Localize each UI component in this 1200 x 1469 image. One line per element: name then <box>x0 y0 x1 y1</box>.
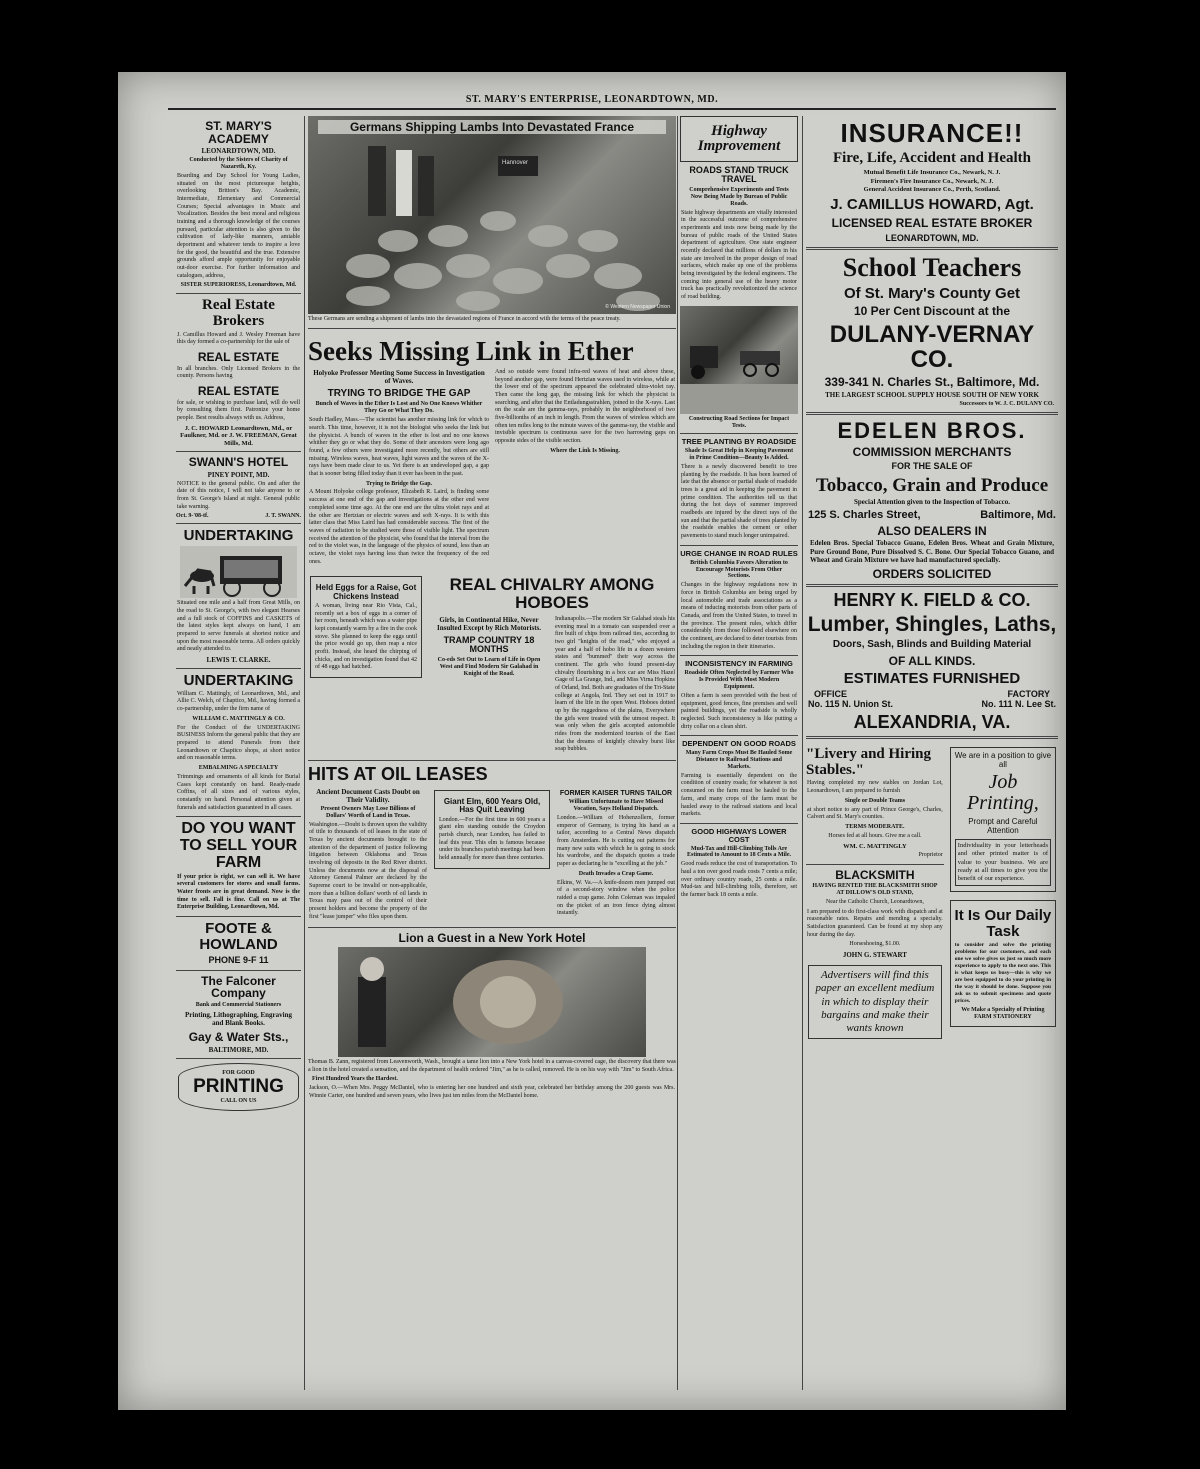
lion-caption: Thomas B. Zann, registered from Leavenworth, Wash., brought a tame lion into a New York hotel in a canvas-covered cage, the discovery that there was a lion in the hotel created a sensation, and the department of health ordered "Jim," as he is called, removed. He is on his way with "Jim" to South Africa. <box>308 1059 676 1073</box>
livery-role: Proprietor <box>918 852 943 858</box>
blacksmith-price: Horseshoeing, $1.00. <box>849 941 901 948</box>
livery-body-2: at short notice to any part of Prince George's, Charles, Calvert and St. Mary's counties. <box>807 806 943 821</box>
undertaking-body-3: For the Conduct of the UNDERTAKING BUSINESS Inform the general public that they are prepared to attend Funerals from their Leonardtown or Chaptico shops, at short notice and on reasonable terms. <box>177 724 300 762</box>
foote-title: FOOTE & HOWLAND <box>199 919 278 953</box>
lower-body: Good roads reduce the cost of transportation. To haul a ton over good roads costs 7 cents a mile; over ordinary country roads, 25 cents a mile. Mud-tax and hill-climbing tolls, therefore, set the farmer back 18 cents a mile. <box>681 861 797 899</box>
task-foot: We Make a Specialty of Printing FARM STATIONERY <box>961 1007 1045 1021</box>
insurance-co-3: General Accident Insurance Co., Perth, Scotland. <box>863 185 1001 193</box>
realestate-heading-1: REAL ESTATE <box>197 350 280 365</box>
trees-body: There is a newly discovered benefit to tree planting by the roadside. It has been learned of late that the absence or partial shade of roadside trees is a great aid in keeping the pavement in prime condition. The authorities tell us that during the hot days of summer improved roadbeds are injured by the direct rays of the sun and that the partial shade of trees planted by the roadside enables the cement or other pavements to stand much longer unimpaired. <box>681 464 797 540</box>
column-3 <box>680 116 798 902</box>
realestate-body-3: for sale, or wishing to purchase land, will do well by consulting them first. Patronize your home people. Best results always with us. Address, <box>177 399 300 422</box>
field-factory-label: FACTORY <box>1007 689 1050 699</box>
teachers-line-1: Of St. Mary's County Get <box>843 284 1021 302</box>
dependent-deck: Many Farm Crops Must Be Hauled Some Distance to Railroad Stations and Markets. <box>685 750 793 770</box>
teachers-tag: THE LARGEST SCHOOL SUPPLY HOUSE SOUTH OF NEW YORK <box>825 390 1039 399</box>
realestate-heading-2: REAL ESTATE <box>197 384 280 399</box>
top-rule <box>168 108 1056 110</box>
tailor-deck: William Unfortunate to Have Missed Vocation, Says Holland Dispatch. <box>568 799 664 813</box>
insurance-broker: LICENSED REAL ESTATE BROKER <box>831 216 1033 231</box>
hundred-subhead: First Hundred Years the Hardest. <box>312 1076 398 1083</box>
trees-deck: Shade Is Great Help in Keeping Pavement in Prime Condition—Beauty Is Added. <box>684 448 794 462</box>
swann-body: NOTICE to the general public. On and after the date of this notice, I will not take anyone to or from St. George's Island at night. General public take warning. <box>177 480 300 510</box>
field-city: ALEXANDRIA, VA. <box>853 712 1011 732</box>
eggs-box <box>310 576 422 678</box>
undertaking-firm: WILLIAM C. MATTINGLY & CO. <box>192 715 285 722</box>
livery-body: Having completed my new stables on Jordan Lot, Leonardtown, I am prepared to furnish <box>807 780 943 795</box>
swann-footer <box>176 513 301 519</box>
swann-place: PINEY POINT, MD. <box>207 470 270 479</box>
insurance-agent: J. CAMILLUS HOWARD, Agt. <box>830 196 1034 214</box>
truck-icon <box>680 306 798 414</box>
ether-subhead-2: Bunch of Waves in the Ether Is Lost and No One Knows Whither They Go or What They Do. <box>315 401 483 415</box>
edelen-goods: Tobacco, Grain and Produce <box>815 474 1049 496</box>
divider <box>806 247 1058 250</box>
divider <box>176 668 301 669</box>
ether-subhead: TRYING TO BRIDGE THE GAP <box>327 387 471 399</box>
teachers-address: 339-341 N. Charles St., Baltimore, Md. <box>824 375 1040 390</box>
edelen-title: EDELEN BROS. <box>837 417 1027 443</box>
field-title: HENRY K. FIELD & CO. <box>833 590 1031 611</box>
ether-deck: Holyoke Professor Meeting Some Success in Investigation of Waves. <box>313 368 485 385</box>
teachers-line-2: 10 Per Cent Discount at the <box>853 304 1011 319</box>
advertisers-box <box>808 965 942 1039</box>
truck-body: State highway departments are vitally interested in the successful outcome of comprehensive experiments and tests now being made by the bureau of public roads of the United States department of agriculture. One state engineer recently declared that millions of dollars in his state are involved in the proper design of road surfaces, which make up one of the problems being investigated by the federal engineers. The coming into general use of the heavy motor truck has practically revolutionized the science of road building. <box>681 209 797 300</box>
insurance-co-1: Mutual Benefit Life Insurance Co., Newark, N. J. <box>863 169 1001 177</box>
realestate-sign: J. C. HOWARD Leonardtown, Md., or Faulkner, Md. or J. W. FREEMAN, Great Mills, Md. <box>180 424 297 447</box>
ether-subhead-3: Trying to Bridge the Gap. <box>365 480 433 487</box>
hundred-body: Jackson, O.—When Mrs. Peggy McDaniel, who is entering her one hundred and sixth year, celebrated her birthday among the 200 guests was Mrs. Winnie Carter, one hundred and seven years, who lives just ten miles from the McDaniel home. <box>309 1084 675 1099</box>
swann-date: Oct. 9-'08-tf. <box>176 513 209 520</box>
falconer-title: The Falconer Company <box>201 973 276 1001</box>
teachers-title: School Teachers <box>842 253 1022 283</box>
divider <box>806 584 1058 587</box>
blacksmith-title: BLACKSMITH <box>835 867 915 882</box>
insurance-city: LEONARDTOWN, MD. <box>885 232 979 243</box>
blacksmith-body: HAVING RENTED THE BLACKSMITH SHOP AT DILLOW'S OLD STAND, <box>812 883 938 897</box>
lower-deck: Mud-Tax and Hill-Climbing Tolls Are Estimated to Amount to 18 Cents a Mile. <box>687 845 791 859</box>
newspaper-page <box>118 72 1066 1410</box>
elm-body: London.—For the first time in 600 years a giant elm standing outside the Croydon parish church, near London, has failed to leaf this year. This elm is famous because under its branches parish meetings had been held annually for more than three centuries. <box>439 816 545 862</box>
ether-title: Seeks Missing Link in Ether <box>308 335 634 366</box>
realestate-title: Real Estate Brokers <box>202 297 275 330</box>
lambs-photo <box>308 116 676 314</box>
rules-deck: British Columbia Favors Alteration to Encourage Motorists From Other Sections. <box>690 559 788 580</box>
undertaking-body-2: William C. Mattingly, of Leonardtown, Md., and Allie C. Welch, of Chaptico, Md., having formed a co-partnership, under the firm name of <box>177 690 300 713</box>
falconer-city: BALTIMORE, MD. <box>208 1045 269 1054</box>
oil-body: Washington.—Doubt is thrown upon the validity of title to thousands of oil leases in the state of Texas by ancient documents brought to the attention of the department of justice following litigation between Oklahoma and Texas involving oil deposits in the Red River district. Unless the documents now at the disposal of Attorney General Palmer are declared by the Supreme court to be invalid or non-applicable, more than a billion dollars' worth of oil lands in Texas may pass out of the control of their present holders and become the property of the first "lease jumper" who files upon them. <box>309 821 427 920</box>
advertisers-body: Advertisers will find this paper an excellent medium in which to display their bargains and make their wants known <box>815 969 935 1034</box>
column-2 <box>308 116 676 1102</box>
column-rule <box>304 116 305 1390</box>
field-office: No. 115 N. Union St. <box>808 699 894 709</box>
divider <box>806 736 1058 739</box>
ether-body-1: South Hadley, Mass.—The scientist has another missing link for which to search. This time, however, it is not the biologist who seeks the link but the physicist. A bunch of waves in the ether is lost and no one knows whither they go or what they do. Some of their ancestors were long ago found, a few others were investigated more recently, but others are still missing. Wireless waves, heat waves, light waves and the waves of the X-rays have been made clear to us. Yet there is an undeveloped gap, a gap that is sooner being filled today than it ever has been in the past. <box>309 417 489 477</box>
road-photo <box>680 306 798 414</box>
livery-teams: Single or Double Teams <box>844 797 906 804</box>
edelen-city: Baltimore, Md. <box>980 508 1056 521</box>
academy-title: ST. MARY'S ACADEMY <box>205 119 272 146</box>
lambs-photo-sign: Hannover <box>502 160 529 166</box>
farming-body: Often a farm is seen provided with the best of equipment, good fences, fine premises and well painted buildings, yet the roadside is wholly neglected. Such inconsistency is like putting a dirty collar on a clean shirt. <box>681 692 797 730</box>
lower-title: GOOD HIGHWAYS LOWER COST <box>691 826 787 844</box>
lion-title: Lion a Guest in a New York Hotel <box>398 931 586 946</box>
hearse-icon <box>180 546 297 598</box>
farm-body: If your price is right, we can sell it. We have several customers for stores and small farms. Water fronts are in great demand. Now is the time to sell. Fall is fine. Call on us at The Enterprise Building, Leonardtown, Md. <box>177 873 300 911</box>
field-address-row <box>808 699 1056 709</box>
livery-terms: TERMS MODERATE. <box>845 823 905 830</box>
task-body: to consider and solve the printing problems for our customers, and each one we solve gives us just so much more experience to apply to the next one. This is what keeps us busy—this is why we are best equipped to do your printing in the way it should be done. Suppose you ask us to submit specimens and quote prices. <box>954 941 1051 1005</box>
embalming-heading: EMBALMING A SPECIALTY <box>198 764 279 771</box>
edelen-list: Edelen Bros. Special Tobacco Guano, Edelen Bros. Wheat and Grain Mixture, Pure Ground Bone, Pure Dissolved S. C. Bone. Our Special Tobacco Guano, and Wheat and Grain Mixture we have had manufactured specially. <box>810 539 1054 564</box>
truck-title: ROADS STAND TRUCK TRAVEL <box>689 165 789 185</box>
edelen-for: FOR THE SALE OF <box>891 461 973 472</box>
divider <box>176 816 301 817</box>
field-factory: No. 111 N. Lee St. <box>981 699 1056 709</box>
divider <box>680 823 798 824</box>
divider <box>308 328 676 329</box>
field-kinds: OF ALL KINDS. <box>888 653 976 668</box>
blacksmith-body-2: I am prepared to do first-class work with dispatch and at reasonable rates. Repairs and mending a specialty. Satisfaction guaranteed. Can be found at my shop any hour during the day. <box>807 908 943 938</box>
undertaking-body-1: Situated one mile and a half from Great Mills, on the road to St. George's, with two elegant Hearses and a full stock of COFFINS and CASKETS of the latest styles kept always on hand, I am prepared to serve funerals at shortest notice and upon the most reasonable terms. All orders quickly and neatly attended to. <box>177 600 300 653</box>
trees-title: TREE PLANTING BY ROADSIDE <box>681 437 797 447</box>
dependent-body: Farming is essentially dependent on the condition of country roads; for whatever is not consumed on the farm must be hauled to the farm, and many crops of the farm must be hauled away to the railroad stations and local markets. <box>681 772 797 818</box>
printing-top: FOR GOOD <box>222 1069 255 1076</box>
academy-sign: SISTER SUPERIORESS, Leonardtown, Md. <box>180 282 297 289</box>
chivalry-deck: Girls, in Continental Hike, Never Insulted Except by Rich Motorists. <box>436 615 542 632</box>
tailor-title: FORMER KAISER TURNS TAILOR <box>559 789 673 797</box>
hearse-illustration <box>180 546 297 598</box>
divider <box>176 916 301 917</box>
ether-article <box>308 333 676 569</box>
livery-title: "Livery and Hiring Stables." <box>806 745 932 778</box>
blacksmith-sign: JOHN G. STEWART <box>842 951 907 960</box>
chivalry-body: Indianapolis.—The modern Sir Galahad steals his evening meal in a tomato can suspended over a fire built of chips from railroad ties, according to two girl "knights of the road," who enjoyed a year and a half of hobo life in a dozen western states and "bummed" their way across the continent. The girls who found present-day chivalry flourishing in a box car are Miss Hazel Gage of La Grange, Ind., and Miss Virna Hopkins of Orland, Ind. Both are graduates of the Tri-State college at Angola, Ind. They set out in 1917 to learn of the life in the open West. Hoboes dotted up by the ruggedness of the plains, Everywhere the girls were treated with the utmost respect. It was only when the girls accepted automobile rides from the modernized tourists of the East that the dreams of knightly chivalry burst like soap bubbles. <box>555 615 676 753</box>
edelen-commission: COMMISSION MERCHANTS <box>852 444 1012 459</box>
realestate-body-1: J. Camillus Howard and J. Wesley Freeman have this day formed a co-partnership for the sale of <box>177 331 300 346</box>
job-word: Job Printing, <box>967 770 1039 814</box>
falconer-line-1: Bank and Commercial Stationers <box>195 1002 282 1009</box>
tailor-body: London.—William of Hohenzollern, former emperor of Germany, is trying his hand as a tailor, according to a Central News dispatch from Amsterdam. He is cutting out patterns for many new suits with which he is going to stock his wardrobe, and the dispatch quotes a trade paper as declaring he is "excelling at the job." <box>557 815 675 868</box>
sheep-icon <box>308 116 676 314</box>
road-photo-caption: Constructing Road Sections for Impact Tests. <box>688 415 790 429</box>
divider <box>176 970 301 971</box>
undertaking-title-2: UNDERTAKING <box>183 671 294 689</box>
column-1 <box>176 116 301 1115</box>
oil-subhead: Present Owners May Lose Billions of Dollars' Worth of Land in Texas. <box>320 805 416 819</box>
elm-box <box>434 790 550 869</box>
lambs-photo-caption: These Germans are sending a shipment of lambs into the devastated regions of France in accord with the terms of the peace treaty. <box>308 316 621 322</box>
swann-sign: J. T. SWANN. <box>265 513 301 520</box>
ether-body-2: A Mount Holyoke college professor, Elizabeth R. Laird, is finding some success at one end of the gap and investigations at the other end were completed some time ago. At the one end are the ultra violet rays and at the other are Hertzian or electric waves and soft X-rays. It is with this latter class that Miss Laird has had considerable success. The first of the waves of radiation to be studied were those of visible light. The spectrum received the attention of the physicist, who found that the interval from the red to the violet was, in the language of the physics of sound, less than an octave, the violet rays having less than twice the frequency of the red ones. <box>309 489 489 565</box>
academy-body: Boarding and Day School for Young Ladies, situated on the most picturesque heights, overlooking Britton's Bay. Academic, Intermediate, Elementary and Commercial Courses; Special advantages in Music and Vocalization. Besides the best moral and religious training and a thorough knowledge of the courses pursued, particular attention is also given to the cultivation of lady-like manners, amiable deportment and whatever tends to inspire a love for the good, the beautiful and the true. Extensive grounds afford ample opportunity for enjoyable out-door exercise. For further information and catalogues, address, <box>177 173 300 279</box>
edelen-address: 125 S. Charles Street, <box>808 508 921 521</box>
lion-photo <box>338 947 646 1057</box>
academy-place: LEONARDTOWN, MD. <box>201 147 276 156</box>
job-top: We are in a position to give all <box>954 750 1052 769</box>
foote-phone: PHONE 9-F 11 <box>208 955 269 966</box>
divider <box>176 523 301 524</box>
job-box <box>950 747 1056 893</box>
chivalry-subhead-2: Co-eds Set Out to Learn of Life in Open West and Find Modern Sir Galahad in Knight of the Road. <box>437 656 541 677</box>
lion-icon <box>338 947 646 1057</box>
divider <box>308 927 676 928</box>
livery-sign: WM. C. MATTINGLY <box>843 842 907 850</box>
divider <box>176 451 301 452</box>
insurance-title: INSURANCE!! <box>840 118 1024 148</box>
column-4 <box>806 116 1058 1043</box>
falconer-address: Gay & Water Sts., <box>188 1030 289 1045</box>
printing-word: PRINTING <box>193 1075 284 1097</box>
insurance-kinds: Fire, Life, Accident and Health <box>832 150 1032 167</box>
task-box <box>950 900 1056 1027</box>
folio: ST. MARY'S ENTERPRISE, LEONARDTOWN, MD. <box>465 94 719 105</box>
column-rule <box>677 116 678 1390</box>
task-title: It Is Our Daily Task <box>954 907 1052 941</box>
divider <box>176 1058 301 1059</box>
edelen-orders: ORDERS SOLICITED <box>872 566 992 581</box>
job-tag: Prompt and Careful Attention <box>968 816 1038 835</box>
divider <box>308 760 676 761</box>
edelen-also: ALSO DEALERS IN <box>877 523 987 538</box>
rules-title: URGE CHANGE IN ROAD RULES <box>680 548 798 558</box>
teachers-successors: Successors to W. J. C. DULANY CO. <box>959 400 1054 407</box>
field-office-label: OFFICE <box>814 689 847 699</box>
lambs-photo-title: Germans Shipping Lambs Into Devastated France <box>318 120 666 134</box>
realestate-body-2: In all branches. Only Licensed Brokers in the county. Persons having <box>177 365 300 380</box>
field-goods-2: Doors, Sash, Blinds and Building Material <box>832 639 1032 651</box>
divider <box>806 864 944 865</box>
job-body: Individuality in your letterheads and other printed matter is of value to your business. We are ready at all times to give you the benefit of our experience. <box>955 839 1051 887</box>
livery-fed: Horses fed at all hours. Give me a call. <box>828 832 922 839</box>
crap-body: Elkins, W. Va.—A knife-dozen men jumped out of a second-story window when the police raided a crap game. John Coleman was impaled on the picket of an iron fence dying almost instantly. <box>557 879 675 917</box>
highway-banner: Highway Improvement <box>680 116 798 162</box>
eggs-body: A woman, living near Rio Vista, Cal., recently set a box of eggs in a corner of her room, beneath which was a water pipe kept constantly warm by a fire in the cook stove. She planned to keep the eggs until the price would go up, then reap a nice profit. Instead, she heard the chirping of chicks, and on investigation found that 42 of 48 eggs had hatched. <box>315 602 417 671</box>
divider <box>680 655 798 656</box>
oil-title: HITS AT OIL LEASES <box>308 763 488 784</box>
oil-deck: Ancient Document Casts Doubt on Their Validity. <box>316 787 420 804</box>
dependent-title: DEPENDENT ON GOOD ROADS <box>682 739 796 749</box>
edelen-address-row <box>808 509 1056 521</box>
lambs-photo-credit: © Western Newspaper Union <box>605 304 670 310</box>
divider <box>680 735 798 736</box>
field-estimates: ESTIMATES FURNISHED <box>843 670 1021 688</box>
field-goods: Lumber, Shingles, Laths, <box>807 613 1057 637</box>
swann-title: SWANN'S HOTEL <box>188 455 289 470</box>
chivalry-title: REAL CHIVALRY AMONG HOBOES <box>449 575 655 613</box>
ether-body-3: And so outside were found infra-red waves of heat and above these, beyond another gap, were found Hertzian waves used in wireless, while at the lower end of the spectrum appeared the celebrated ultra-violet ray. Then came the long gap, the missing link for which the physicist is searching, and after that the Entladungsstrahlen, joined to the X-rays. Last on the scale are the gamma-rays, probably in the neighborhood of two five-billionths of an inch in length. From the waves of wireless which are often ten miles long to the minute waves of the gamma-ray, the visible and invisible spectrum is continuous save for the two harrowing gaps on opposite sides of the visible section. <box>495 368 675 444</box>
divider <box>680 545 798 546</box>
academy-conducted: Conducted by the Sisters of Charity of Nazareth, Ky. <box>189 157 288 171</box>
blacksmith-near: Near the Catholic Church, Leonardtown, <box>825 899 924 906</box>
chivalry-subhead: TRAMP COUNTRY 18 MONTHS <box>443 634 535 655</box>
edelen-special: Special Attention given to the Inspection of Tobacco. <box>854 497 1010 506</box>
insurance-co-2: Firemen's Fire Insurance Co., Newark, N. J. <box>870 177 994 185</box>
farm-title: DO YOU WANT TO SELL YOUR FARM <box>179 820 298 871</box>
undertaking-sign-1: LEWIS T. CLARKE. <box>206 655 271 664</box>
farming-title: INCONSISTENCY IN FARMING <box>685 659 793 669</box>
divider <box>176 293 301 294</box>
divider <box>806 412 1058 415</box>
printing-bottom: CALL ON US <box>220 1097 257 1104</box>
column-rule <box>802 116 803 1390</box>
undertaking-title-1: UNDERTAKING <box>183 527 294 545</box>
rules-body: Changes in the highway regulations now in force in British Columbia are being urged by local automobile and trade associations as a means of inducing motorists from other parts of Canada, and from the United States, to travel in the province. The present rules, which differ considerably from those followed elsewhere on the continent, are declared to deter tourists from including the region in their itineraries. <box>681 582 797 650</box>
undertaking-body-4: Trimmings and ornaments of all kinds for Burial Cases kept constantly on hand. Ready-made Coffins, of all sizes and of various styles, constantly on hand. Personal attention given at funerals and satisfaction guaranteed in all cases. <box>177 773 300 811</box>
divider <box>680 433 798 434</box>
ether-subhead-4: Where the Link Is Missing. <box>550 447 620 454</box>
field-labels-row <box>814 689 1050 699</box>
teachers-firm: DULANY-VERNAY CO. <box>829 320 1035 374</box>
elm-title: Giant Elm, 600 Years Old, Has Quit Leaving <box>443 796 541 815</box>
falconer-line-2: Printing, Lithographing, Engraving and Blank Books. <box>185 1010 292 1028</box>
eggs-title: Held Eggs for a Raise, Got Chickens Instead <box>315 583 417 601</box>
printing-badge <box>178 1063 299 1111</box>
truck-deck: Comprehensive Experiments and Tests Now Being Made by Bureau of Public Roads. <box>689 186 789 207</box>
crap-subhead: Death Invades a Crap Game. <box>578 870 654 877</box>
farming-deck: Roadside Often Neglected by Farmer Who Is Provided With Most Modern Equipment. <box>684 670 794 691</box>
